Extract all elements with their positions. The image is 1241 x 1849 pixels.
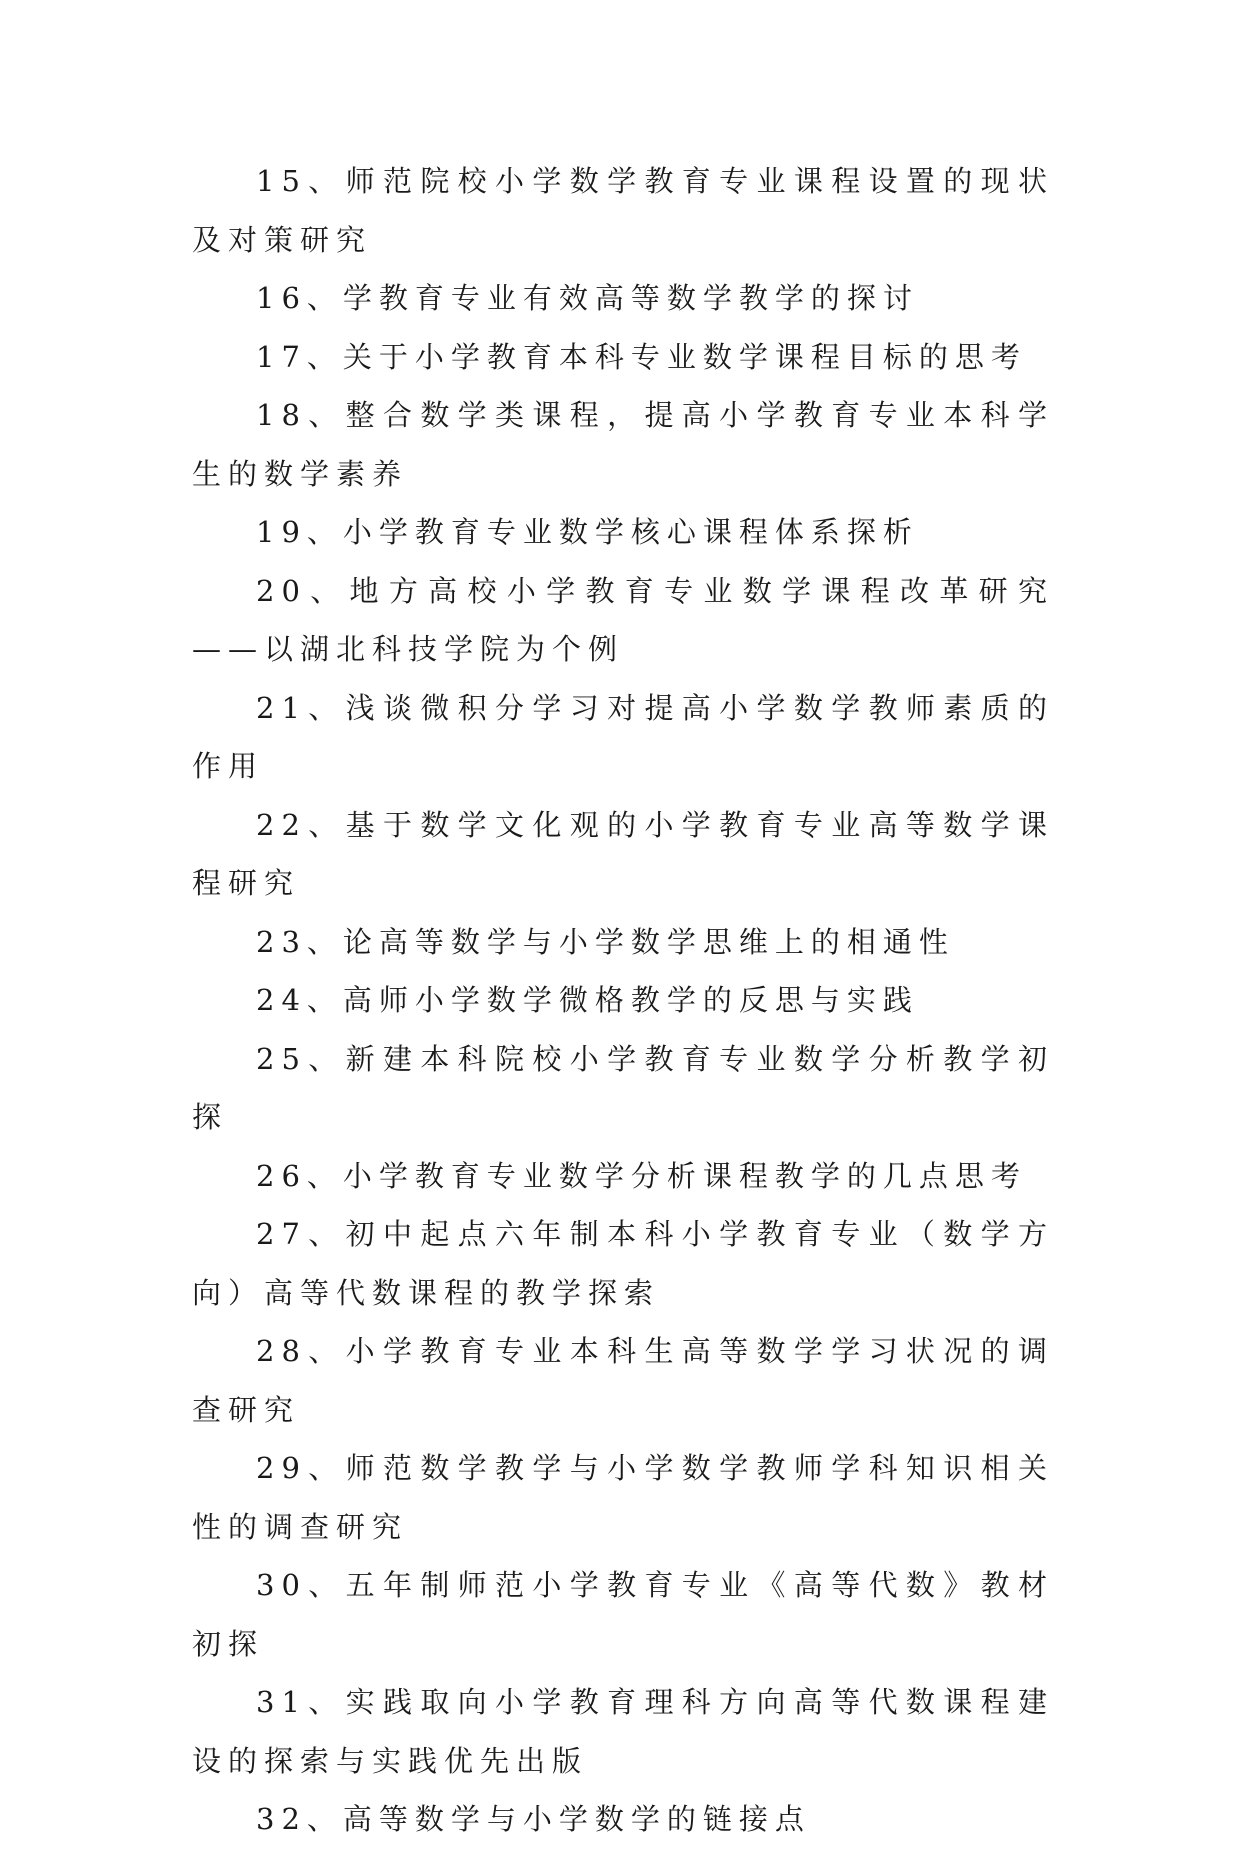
list-item: 27、初中起点六年制本科小学教育专业（数学方向）高等代数课程的教学探索 xyxy=(192,1217,1054,1310)
list-item: 32、高等数学与小学数学的链接点 xyxy=(256,1802,811,1836)
list-item: 22、基于数学文化观的小学教育专业高等数学课程研究 xyxy=(192,807,1054,900)
list-item: 17、关于小学教育本科专业数学课程目标的思考 xyxy=(256,339,1027,374)
list-item: 25、新建本科院校小学教育专业数学分析教学初探 xyxy=(192,1041,1054,1134)
list-item: 24、高师小学数学微格教学的反思与实践 xyxy=(256,983,919,1017)
reference-list xyxy=(192,152,1054,1849)
list-item: 31、实践取向小学教育理科方向高等代数课程建设的探索与实践优先出版 xyxy=(192,1685,1054,1778)
list-item: 30、五年制师范小学教育专业《高等代数》教材初探 xyxy=(192,1568,1054,1661)
list-item: 29、师范数学教学与小学数学教师学科知识相关性的调查研究 xyxy=(192,1451,1054,1544)
list-item: 19、小学教育专业数学核心课程体系探析 xyxy=(256,515,919,549)
list-item: 18、整合数学类课程，提高小学教育专业本科学生的数学素养 xyxy=(192,398,1054,491)
list-item: 23、论高等数学与小学数学思维上的相通性 xyxy=(256,924,955,959)
list-item: 16、学教育专业有效高等数学教学的探讨 xyxy=(256,281,919,315)
list-item: 28、小学教育专业本科生高等数学学习状况的调查研究 xyxy=(192,1334,1054,1427)
list-item: 21、浅谈微积分学习对提高小学数学教师素质的作用 xyxy=(192,690,1054,783)
list-item: 20、地方高校小学教育专业数学课程改革研究——以湖北科技学院为个例 xyxy=(192,573,1054,666)
list-item: 26、小学教育专业数学分析课程教学的几点思考 xyxy=(256,1158,1027,1193)
list-item: 15、师范院校小学数学教育专业课程设置的现状及对策研究 xyxy=(192,164,1054,257)
